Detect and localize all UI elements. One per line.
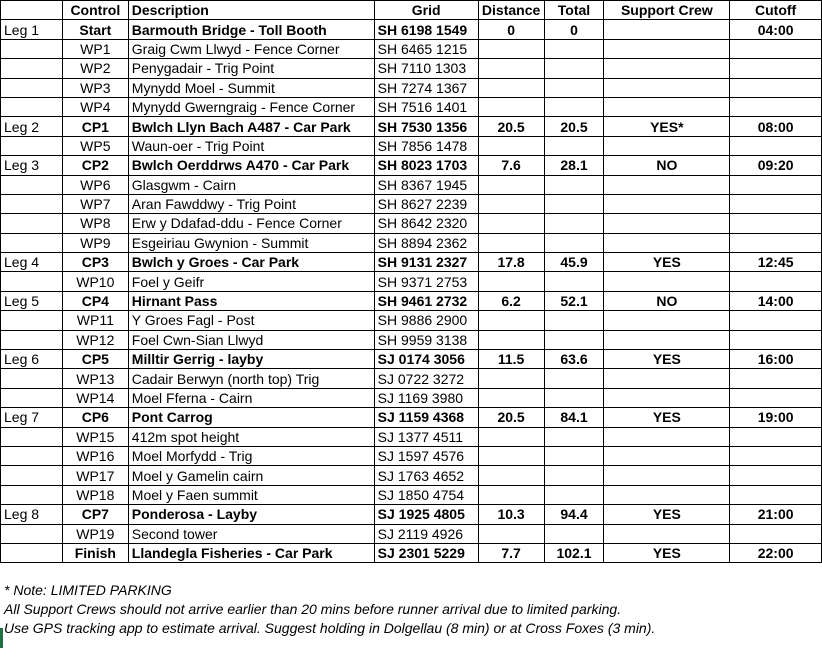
- leg-cell[interactable]: [1, 272, 63, 291]
- distance-cell[interactable]: [478, 136, 544, 155]
- distance-cell[interactable]: [478, 59, 544, 78]
- description-cell[interactable]: Bwlch y Groes - Car Park: [128, 253, 374, 272]
- support-crew-cell[interactable]: [604, 369, 730, 388]
- grid-cell[interactable]: SH 9886 2900: [374, 311, 478, 330]
- total-cell[interactable]: [544, 388, 604, 407]
- leg-cell[interactable]: Leg 8: [1, 505, 63, 524]
- distance-cell[interactable]: 11.5: [478, 350, 544, 369]
- control-cell[interactable]: WP14: [62, 388, 128, 407]
- description-cell[interactable]: Glasgwm - Cairn: [128, 175, 374, 194]
- control-cell[interactable]: WP15: [62, 427, 128, 446]
- description-cell[interactable]: Erw y Ddafad-ddu - Fence Corner: [128, 214, 374, 233]
- table-row: [1, 311, 822, 330]
- leg-cell[interactable]: [1, 485, 63, 504]
- leg-cell[interactable]: [1, 59, 63, 78]
- control-cell[interactable]: CP6: [62, 408, 128, 427]
- grid-cell[interactable]: SH 7856 1478: [374, 136, 478, 155]
- table-row: [1, 524, 822, 543]
- leg-cell[interactable]: [1, 175, 63, 194]
- control-cell[interactable]: CP7: [62, 505, 128, 524]
- leg-cell[interactable]: [1, 39, 63, 58]
- leg-cell[interactable]: [1, 194, 63, 213]
- grid-cell[interactable]: SJ 1925 4805: [374, 505, 478, 524]
- total-cell[interactable]: 20.5: [544, 117, 604, 136]
- description-cell[interactable]: Graig Cwm Llwyd - Fence Corner: [128, 39, 374, 58]
- table-row: [1, 97, 822, 116]
- distance-cell[interactable]: [478, 39, 544, 58]
- support-crew-cell[interactable]: [604, 136, 730, 155]
- table-row: [1, 388, 822, 407]
- description-cell[interactable]: Milltir Gerrig - layby: [128, 350, 374, 369]
- description-cell[interactable]: Cadair Berwyn (north top) Trig: [128, 369, 374, 388]
- distance-cell[interactable]: 20.5: [478, 408, 544, 427]
- grid-cell[interactable]: SH 7530 1356: [374, 117, 478, 136]
- description-cell[interactable]: Mynydd Gwerngraig - Fence Corner: [128, 97, 374, 116]
- table-row: [1, 39, 822, 58]
- leg-cell[interactable]: [1, 427, 63, 446]
- control-cell[interactable]: WP19: [62, 524, 128, 543]
- table-row: [1, 175, 822, 194]
- control-cell[interactable]: WP17: [62, 466, 128, 485]
- leg-cell[interactable]: [1, 97, 63, 116]
- total-cell[interactable]: [544, 136, 604, 155]
- table-row: [1, 233, 822, 252]
- cutoff-cell[interactable]: [730, 233, 822, 252]
- cutoff-cell[interactable]: 04:00: [730, 20, 822, 39]
- cutoff-cell[interactable]: 21:00: [730, 505, 822, 524]
- distance-cell[interactable]: [478, 78, 544, 97]
- cutoff-cell[interactable]: 12:45: [730, 253, 822, 272]
- leg-cell[interactable]: [1, 136, 63, 155]
- distance-cell[interactable]: [478, 194, 544, 213]
- cutoff-cell[interactable]: [730, 369, 822, 388]
- support-crew-cell[interactable]: [604, 427, 730, 446]
- grid-cell[interactable]: SH 6465 1215: [374, 39, 478, 58]
- leg-cell[interactable]: Leg 6: [1, 350, 63, 369]
- control-cell[interactable]: CP2: [62, 156, 128, 175]
- cutoff-cell[interactable]: 16:00: [730, 350, 822, 369]
- table-row: [1, 20, 822, 39]
- description-cell[interactable]: Moel y Faen summit: [128, 485, 374, 504]
- description-cell[interactable]: Waun-oer - Trig Point: [128, 136, 374, 155]
- control-cell[interactable]: WP18: [62, 485, 128, 504]
- support-crew-cell[interactable]: [604, 524, 730, 543]
- support-crew-cell[interactable]: YES: [604, 543, 730, 562]
- total-cell[interactable]: [544, 466, 604, 485]
- grid-cell[interactable]: SJ 1763 4652: [374, 466, 478, 485]
- support-crew-cell[interactable]: [604, 466, 730, 485]
- table-row: [1, 59, 822, 78]
- cutoff-cell[interactable]: [730, 485, 822, 504]
- support-crew-cell[interactable]: [604, 485, 730, 504]
- total-cell[interactable]: 52.1: [544, 291, 604, 310]
- support-crew-cell[interactable]: [604, 175, 730, 194]
- grid-cell[interactable]: SJ 1159 4368: [374, 408, 478, 427]
- leg-cell[interactable]: [1, 369, 63, 388]
- support-crew-cell[interactable]: [604, 272, 730, 291]
- grid-cell[interactable]: SH 7274 1367: [374, 78, 478, 97]
- table-row: [1, 350, 822, 369]
- description-cell[interactable]: Second tower: [128, 524, 374, 543]
- table-row: [1, 408, 822, 427]
- description-cell[interactable]: Esgeiriau Gwynion - Summit: [128, 233, 374, 252]
- total-cell[interactable]: 102.1: [544, 543, 604, 562]
- header-distance[interactable]: Distance: [478, 1, 544, 20]
- grid-cell[interactable]: SH 8627 2239: [374, 194, 478, 213]
- support-crew-cell[interactable]: [604, 39, 730, 58]
- leg-cell[interactable]: [1, 466, 63, 485]
- table-row: [1, 291, 822, 310]
- table-row: [1, 214, 822, 233]
- total-cell[interactable]: [544, 427, 604, 446]
- grid-cell[interactable]: SH 8894 2362: [374, 233, 478, 252]
- grid-cell[interactable]: SJ 0174 3056: [374, 350, 478, 369]
- cutoff-cell[interactable]: [730, 524, 822, 543]
- control-cell[interactable]: WP7: [62, 194, 128, 213]
- cutoff-cell[interactable]: 14:00: [730, 291, 822, 310]
- header-description[interactable]: Description: [128, 1, 374, 20]
- table-row: [1, 446, 822, 465]
- support-crew-cell[interactable]: [604, 446, 730, 465]
- control-cell[interactable]: WP13: [62, 369, 128, 388]
- support-crew-cell[interactable]: YES: [604, 350, 730, 369]
- distance-cell[interactable]: [478, 311, 544, 330]
- cutoff-cell[interactable]: 08:00: [730, 117, 822, 136]
- cutoff-cell[interactable]: [730, 78, 822, 97]
- leg-cell[interactable]: Leg 7: [1, 408, 63, 427]
- table-row: [1, 427, 822, 446]
- description-cell[interactable]: Mynydd Moel - Summit: [128, 78, 374, 97]
- grid-cell[interactable]: SH 9131 2327: [374, 253, 478, 272]
- grid-cell[interactable]: SJ 1850 4754: [374, 485, 478, 504]
- distance-cell[interactable]: 17.8: [478, 253, 544, 272]
- description-cell[interactable]: Ponderosa - Layby: [128, 505, 374, 524]
- distance-cell[interactable]: [478, 97, 544, 116]
- control-cell[interactable]: WP9: [62, 233, 128, 252]
- description-cell[interactable]: Pont Carrog: [128, 408, 374, 427]
- distance-cell[interactable]: [478, 272, 544, 291]
- header-support-crew[interactable]: Support Crew: [604, 1, 730, 20]
- support-crew-cell[interactable]: [604, 388, 730, 407]
- table-row: [1, 78, 822, 97]
- distance-cell[interactable]: [478, 388, 544, 407]
- cutoff-cell[interactable]: [730, 330, 822, 349]
- total-cell[interactable]: [544, 485, 604, 504]
- support-crew-cell[interactable]: NO: [604, 156, 730, 175]
- control-cell[interactable]: Finish: [62, 543, 128, 562]
- note-gps-tracking[interactable]: Use GPS tracking app to estimate arrival. Suggest holding in Dolgellau (8 min) or at Cross Foxes (3 min).: [4, 620, 656, 636]
- leg-cell[interactable]: Leg 1: [1, 20, 63, 39]
- cutoff-cell[interactable]: [730, 59, 822, 78]
- distance-cell[interactable]: 0: [478, 20, 544, 39]
- total-cell[interactable]: [544, 214, 604, 233]
- table-row: [1, 136, 822, 155]
- total-cell[interactable]: 94.4: [544, 505, 604, 524]
- distance-cell[interactable]: [478, 175, 544, 194]
- note-limited-parking[interactable]: * Note: LIMITED PARKING: [4, 582, 172, 598]
- distance-cell[interactable]: [478, 330, 544, 349]
- distance-cell[interactable]: [478, 466, 544, 485]
- distance-cell[interactable]: 7.7: [478, 543, 544, 562]
- support-crew-cell[interactable]: [604, 59, 730, 78]
- distance-cell[interactable]: [478, 369, 544, 388]
- control-cell[interactable]: WP11: [62, 311, 128, 330]
- cutoff-cell[interactable]: [730, 427, 822, 446]
- control-cell[interactable]: CP3: [62, 253, 128, 272]
- grid-cell[interactable]: SH 7110 1303: [374, 59, 478, 78]
- description-cell[interactable]: Penygadair - Trig Point: [128, 59, 374, 78]
- control-cell[interactable]: CP1: [62, 117, 128, 136]
- control-cell[interactable]: WP16: [62, 446, 128, 465]
- header-row: [1, 1, 822, 20]
- leg-cell[interactable]: [1, 543, 63, 562]
- leg-cell[interactable]: [1, 214, 63, 233]
- table-row: [1, 505, 822, 524]
- leg-cell[interactable]: Leg 4: [1, 253, 63, 272]
- total-cell[interactable]: [544, 330, 604, 349]
- control-cell[interactable]: WP12: [62, 330, 128, 349]
- total-cell[interactable]: [544, 175, 604, 194]
- support-crew-cell[interactable]: [604, 233, 730, 252]
- description-cell[interactable]: Llandegla Fisheries - Car Park: [128, 543, 374, 562]
- header-leg[interactable]: [1, 1, 63, 20]
- description-cell[interactable]: Moel Morfydd - Trig: [128, 446, 374, 465]
- notes-block: [0, 580, 822, 648]
- support-crew-cell[interactable]: [604, 214, 730, 233]
- distance-cell[interactable]: [478, 485, 544, 504]
- description-cell[interactable]: Moel Fferna - Cairn: [128, 388, 374, 407]
- total-cell[interactable]: [544, 194, 604, 213]
- cutoff-cell[interactable]: 19:00: [730, 408, 822, 427]
- distance-cell[interactable]: [478, 524, 544, 543]
- distance-cell[interactable]: 6.2: [478, 291, 544, 310]
- description-cell[interactable]: Foel y Geifr: [128, 272, 374, 291]
- table-row: [1, 272, 822, 291]
- cutoff-cell[interactable]: [730, 466, 822, 485]
- total-cell[interactable]: [544, 369, 604, 388]
- total-cell[interactable]: 84.1: [544, 408, 604, 427]
- leg-cell[interactable]: Leg 2: [1, 117, 63, 136]
- distance-cell[interactable]: [478, 214, 544, 233]
- table-row: [1, 369, 822, 388]
- leg-cell[interactable]: Leg 3: [1, 156, 63, 175]
- header-total[interactable]: Total: [544, 1, 604, 20]
- leg-cell[interactable]: Leg 5: [1, 291, 63, 310]
- total-cell[interactable]: 45.9: [544, 253, 604, 272]
- leg-cell[interactable]: [1, 233, 63, 252]
- support-crew-cell[interactable]: [604, 20, 730, 39]
- support-crew-cell[interactable]: YES: [604, 253, 730, 272]
- grid-cell[interactable]: SJ 1377 4511: [374, 427, 478, 446]
- support-crew-cell[interactable]: NO: [604, 291, 730, 310]
- table-row: [1, 466, 822, 485]
- cutoff-cell[interactable]: [730, 175, 822, 194]
- cutoff-cell[interactable]: [730, 97, 822, 116]
- leg-cell[interactable]: [1, 330, 63, 349]
- cutoff-cell[interactable]: [730, 136, 822, 155]
- distance-cell[interactable]: 10.3: [478, 505, 544, 524]
- control-cell[interactable]: WP3: [62, 78, 128, 97]
- total-cell[interactable]: 28.1: [544, 156, 604, 175]
- header-grid[interactable]: Grid: [374, 1, 478, 20]
- cell-cursor-marker: [0, 628, 3, 648]
- leg-cell[interactable]: [1, 311, 63, 330]
- total-cell[interactable]: [544, 233, 604, 252]
- table-row: [1, 156, 822, 175]
- control-cell[interactable]: WP10: [62, 272, 128, 291]
- support-crew-cell[interactable]: YES: [604, 505, 730, 524]
- cutoff-cell[interactable]: [730, 388, 822, 407]
- total-cell[interactable]: [544, 97, 604, 116]
- table-row: [1, 330, 822, 349]
- cutoff-cell[interactable]: [730, 446, 822, 465]
- distance-cell[interactable]: 7.6: [478, 156, 544, 175]
- table-row: [1, 485, 822, 504]
- description-cell[interactable]: Bwlch Oerddrws A470 - Car Park: [128, 156, 374, 175]
- distance-cell[interactable]: [478, 233, 544, 252]
- total-cell[interactable]: [544, 59, 604, 78]
- description-cell[interactable]: Y Groes Fagl - Post: [128, 311, 374, 330]
- grid-cell[interactable]: SH 9959 3138: [374, 330, 478, 349]
- support-crew-cell[interactable]: [604, 330, 730, 349]
- grid-cell[interactable]: SH 9461 2732: [374, 291, 478, 310]
- description-cell[interactable]: 412m spot height: [128, 427, 374, 446]
- description-cell[interactable]: Moel y Gamelin cairn: [128, 466, 374, 485]
- control-cell[interactable]: WP4: [62, 97, 128, 116]
- header-cutoff[interactable]: Cutoff: [730, 1, 822, 20]
- grid-cell[interactable]: SH 6198 1549: [374, 20, 478, 39]
- support-crew-cell[interactable]: [604, 78, 730, 97]
- cutoff-cell[interactable]: [730, 39, 822, 58]
- cutoff-cell[interactable]: 22:00: [730, 543, 822, 562]
- cutoff-cell[interactable]: 09:20: [730, 156, 822, 175]
- description-cell[interactable]: Hirnant Pass: [128, 291, 374, 310]
- support-crew-cell[interactable]: YES*: [604, 117, 730, 136]
- description-cell[interactable]: Barmouth Bridge - Toll Booth: [128, 20, 374, 39]
- description-cell[interactable]: Bwlch Llyn Bach A487 - Car Park: [128, 117, 374, 136]
- grid-cell[interactable]: SJ 2119 4926: [374, 524, 478, 543]
- control-cell[interactable]: CP4: [62, 291, 128, 310]
- support-crew-cell[interactable]: YES: [604, 408, 730, 427]
- description-cell[interactable]: Foel Cwn-Sian Llwyd: [128, 330, 374, 349]
- cutoff-cell[interactable]: [730, 214, 822, 233]
- total-cell[interactable]: [544, 39, 604, 58]
- total-cell[interactable]: [544, 524, 604, 543]
- grid-cell[interactable]: SH 8367 1945: [374, 175, 478, 194]
- table-row: [1, 253, 822, 272]
- leg-cell[interactable]: [1, 524, 63, 543]
- distance-cell[interactable]: [478, 427, 544, 446]
- header-control[interactable]: Control: [62, 1, 128, 20]
- cutoff-cell[interactable]: [730, 311, 822, 330]
- total-cell[interactable]: 63.6: [544, 350, 604, 369]
- distance-cell[interactable]: [478, 446, 544, 465]
- grid-cell[interactable]: SH 9371 2753: [374, 272, 478, 291]
- table-row: [1, 117, 822, 136]
- cutoff-cell[interactable]: [730, 272, 822, 291]
- control-cell[interactable]: WP6: [62, 175, 128, 194]
- leg-cell[interactable]: [1, 388, 63, 407]
- control-cell[interactable]: WP1: [62, 39, 128, 58]
- total-cell[interactable]: [544, 311, 604, 330]
- control-cell[interactable]: Start: [62, 20, 128, 39]
- control-cell[interactable]: WP2: [62, 59, 128, 78]
- control-cell[interactable]: WP8: [62, 214, 128, 233]
- description-cell[interactable]: Aran Fawddwy - Trig Point: [128, 194, 374, 213]
- note-support-crews[interactable]: All Support Crews should not arrive earlier than 20 mins before runner arrival due to limited parking.: [4, 601, 622, 617]
- grid-cell[interactable]: SH 8642 2320: [374, 214, 478, 233]
- grid-cell[interactable]: SJ 1169 3980: [374, 388, 478, 407]
- total-cell[interactable]: [544, 78, 604, 97]
- support-crew-cell[interactable]: [604, 311, 730, 330]
- grid-cell[interactable]: SJ 2301 5229: [374, 543, 478, 562]
- total-cell[interactable]: [544, 272, 604, 291]
- control-cell[interactable]: CP5: [62, 350, 128, 369]
- table-row: [1, 543, 822, 562]
- leg-cell[interactable]: [1, 78, 63, 97]
- leg-cell[interactable]: [1, 446, 63, 465]
- grid-cell[interactable]: SH 8023 1703: [374, 156, 478, 175]
- table-row: [1, 194, 822, 213]
- total-cell[interactable]: [544, 446, 604, 465]
- grid-cell[interactable]: SJ 0722 3272: [374, 369, 478, 388]
- grid-cell[interactable]: SH 7516 1401: [374, 97, 478, 116]
- cutoff-cell[interactable]: [730, 194, 822, 213]
- support-crew-cell[interactable]: [604, 97, 730, 116]
- support-crew-cell[interactable]: [604, 194, 730, 213]
- distance-cell[interactable]: 20.5: [478, 117, 544, 136]
- control-cell[interactable]: WP5: [62, 136, 128, 155]
- grid-cell[interactable]: SJ 1597 4576: [374, 446, 478, 465]
- total-cell[interactable]: 0: [544, 20, 604, 39]
